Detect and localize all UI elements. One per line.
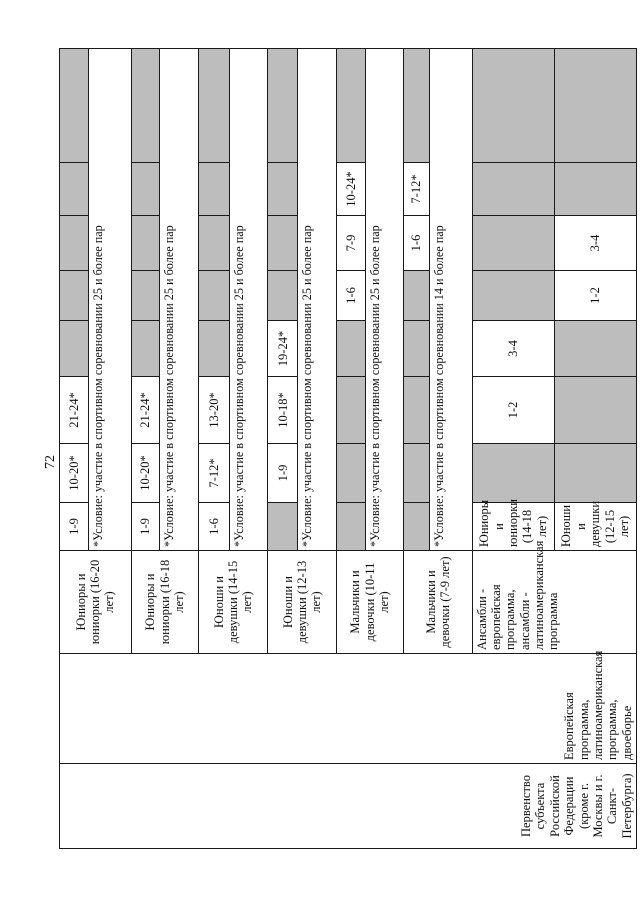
place-range: 1-9 — [268, 444, 298, 503]
place-range: 10-24* — [336, 163, 365, 216]
empty-cell — [472, 49, 554, 163]
place-range: 7-12* — [198, 444, 229, 503]
empty-cell — [131, 271, 160, 321]
empty-cell — [472, 163, 554, 216]
place-range: 1-6 — [336, 271, 365, 321]
empty-cell — [198, 216, 229, 271]
condition-note: *Условие: участие в спортивном соревновании 14 и более пар — [429, 49, 472, 551]
empty-cell — [198, 271, 229, 321]
place-range: 10-20* — [60, 444, 89, 503]
empty-cell — [472, 271, 554, 321]
place-range: 1-6 — [198, 503, 229, 551]
place-range: 1-9 — [60, 503, 89, 551]
empty-cell — [268, 49, 298, 163]
empty-cell — [268, 503, 298, 551]
empty-cell — [198, 49, 229, 163]
empty-cell — [131, 216, 160, 271]
empty-cell — [268, 216, 298, 271]
empty-cell — [336, 444, 365, 503]
age-group: Юниоры и юниорки (16-20 лет) — [60, 551, 132, 654]
place-range: 3-4 — [554, 216, 636, 271]
empty-cell — [404, 503, 430, 551]
program-name-main: Европейская программа, латиноамериканская программа, двоеборье — [60, 654, 637, 764]
empty-cell — [60, 216, 89, 271]
condition-note: *Условие: участие в спортивном соревновании 25 и более пар — [298, 49, 336, 551]
place-range: 7-9 — [336, 216, 365, 271]
sports-category-table — [59, 48, 637, 849]
place-range: 1-2 — [472, 377, 554, 444]
condition-note: *Условие: участие в спортивном соревновании 25 и более пар — [160, 49, 198, 551]
age-group: Юниоры и юниорки (16-18 лет) — [131, 551, 198, 654]
empty-cell — [404, 377, 430, 444]
age-group: Юноши и девушки (14-15 лет) — [198, 551, 267, 654]
empty-cell — [336, 49, 365, 163]
empty-cell — [404, 49, 430, 163]
empty-cell — [472, 444, 554, 503]
empty-cell — [404, 444, 430, 503]
empty-cell — [472, 216, 554, 271]
empty-cell — [131, 321, 160, 377]
empty-cell — [268, 163, 298, 216]
empty-cell — [60, 321, 89, 377]
empty-cell — [404, 271, 430, 321]
age-group: Юноши и девушки (12-13 лет) — [268, 551, 336, 654]
place-range: 10-18* — [268, 377, 298, 444]
empty-cell — [404, 321, 430, 377]
empty-cell — [336, 377, 365, 444]
place-range: 10-20* — [131, 444, 160, 503]
empty-cell — [131, 49, 160, 163]
condition-note: *Условие: участие в спортивном соревновании 25 и более пар — [365, 49, 403, 551]
place-range: 1-9 — [131, 503, 160, 551]
empty-cell — [336, 503, 365, 551]
empty-cell — [198, 163, 229, 216]
empty-cell — [554, 377, 636, 444]
place-range: 1-2 — [554, 271, 636, 321]
age-group: Мальчики и девочки (10-11 лет) — [336, 551, 403, 654]
empty-cell — [554, 444, 636, 503]
empty-cell — [131, 163, 160, 216]
condition-note: *Условие: участие в спортивном соревновании 25 и более пар — [229, 49, 267, 551]
place-range: 21-24* — [60, 377, 89, 444]
competition-name: Первенство субъекта Российской Федерации (кроме г. Москвы и г. Санкт-Петербурга) — [60, 764, 637, 849]
empty-cell — [554, 321, 636, 377]
place-range: 1-6 — [404, 216, 430, 271]
empty-cell — [554, 49, 636, 163]
place-range: 13-20* — [198, 377, 229, 444]
empty-cell — [198, 321, 229, 377]
empty-cell — [268, 271, 298, 321]
age-group: Юноши и девушки (12-15 лет) — [554, 503, 636, 551]
place-range: 21-24* — [131, 377, 160, 444]
empty-cell — [60, 163, 89, 216]
empty-cell — [60, 271, 89, 321]
rotated-table-wrapper — [59, 49, 637, 849]
empty-cell — [336, 321, 365, 377]
place-range: 3-4 — [472, 321, 554, 377]
empty-cell — [554, 163, 636, 216]
place-range: 19-24* — [268, 321, 298, 377]
age-group: Юниоры и юниорки (14-18 лет) — [472, 503, 554, 551]
page-number: 72 — [43, 455, 58, 469]
place-range: 7-12* — [404, 163, 430, 216]
program-name-ensembles: Ансамбли - европейская программа, ансамбли - латиноамериканская программа — [472, 551, 636, 654]
condition-note: *Условие: участие в спортивном соревновании 25 и более пар — [88, 49, 131, 551]
age-group: Мальчики и девочки (7-9 лет) — [404, 551, 472, 654]
empty-cell — [60, 49, 89, 163]
